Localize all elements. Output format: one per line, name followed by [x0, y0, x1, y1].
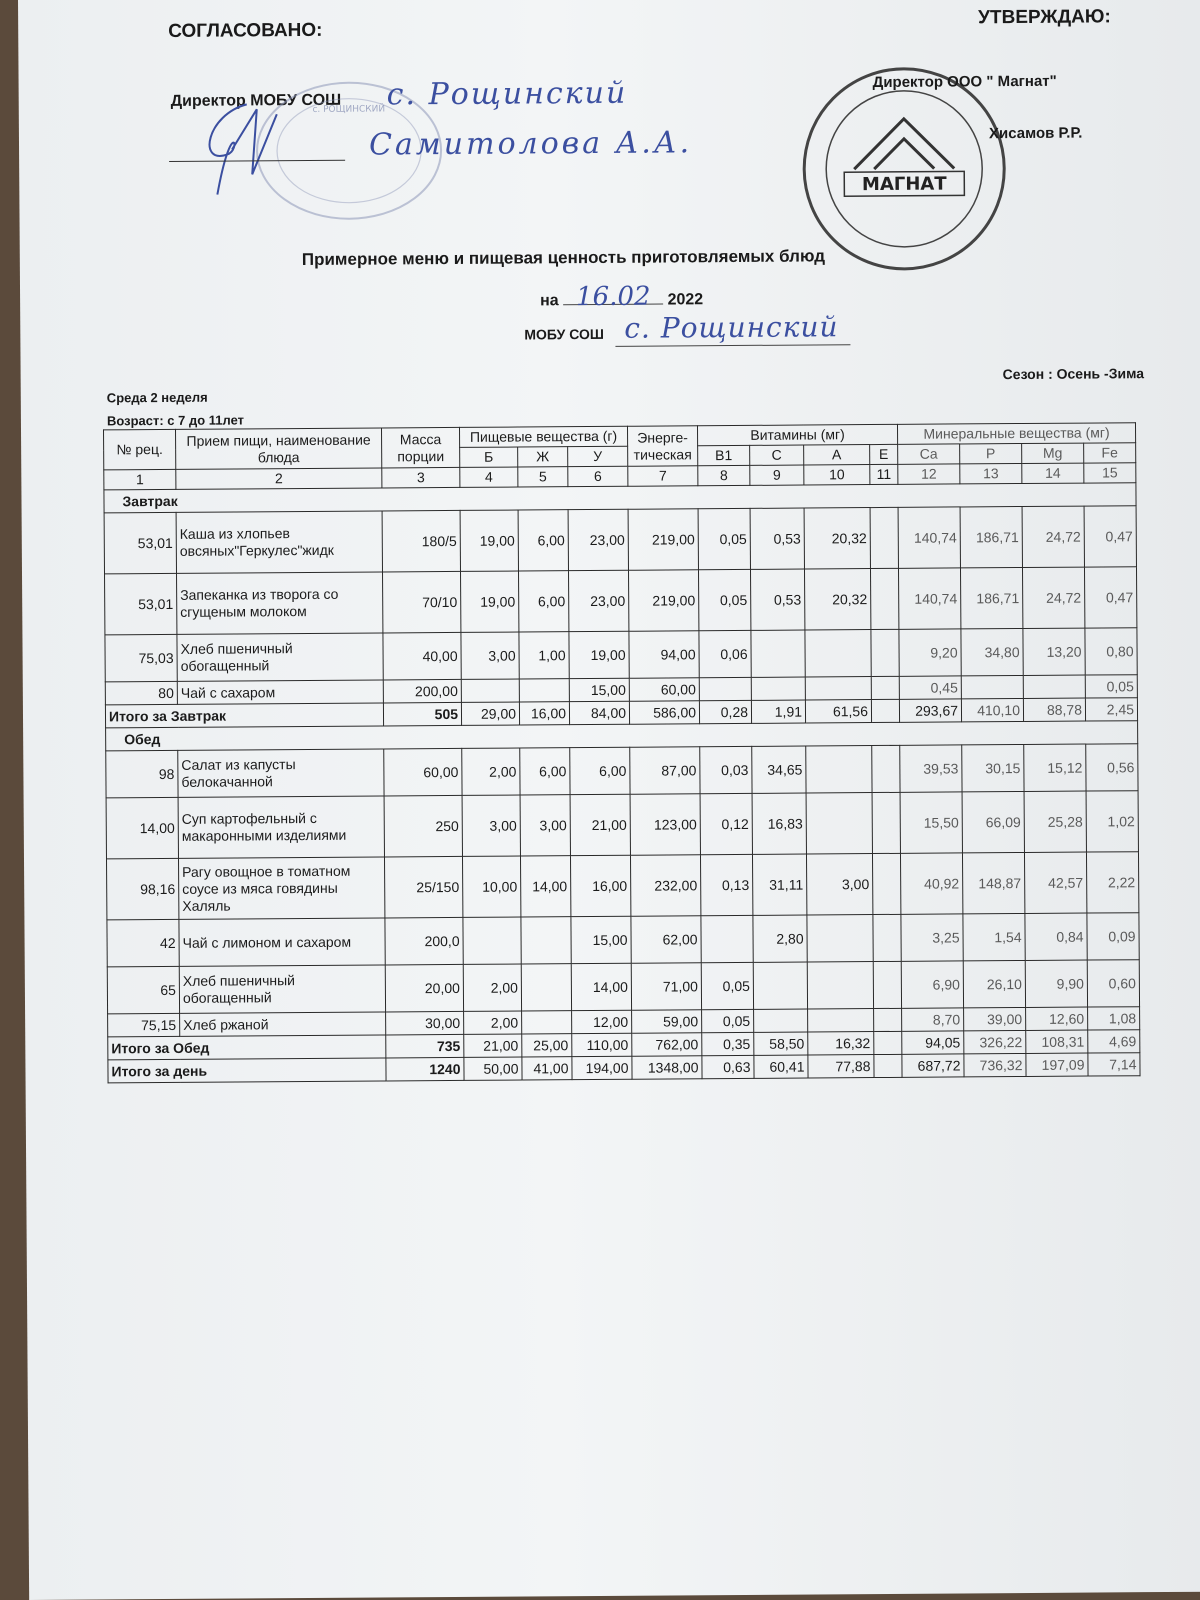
table-cell: 62,00: [631, 916, 701, 963]
table-cell: 3,00: [520, 795, 570, 856]
table-cell: [806, 746, 872, 793]
table-cell: 0,28: [699, 700, 751, 723]
table-cell: 0,05: [698, 569, 750, 630]
table-cell: 762,00: [632, 1033, 702, 1056]
date-prefix: на: [540, 292, 559, 310]
table-cell: Хлеб ржаной: [180, 1012, 386, 1036]
col-number: 4: [460, 467, 518, 487]
col-energy: Энерге-тическая: [627, 426, 697, 466]
table-cell: [873, 961, 901, 1008]
table-cell: 34,65: [752, 746, 806, 793]
col-meal: Прием пищи, наименование блюда: [176, 428, 382, 469]
table-cell: 15,12: [1024, 744, 1086, 791]
table-cell: [751, 630, 805, 677]
col-c: С: [750, 445, 804, 465]
table-cell: [519, 679, 569, 702]
table-cell: 1240: [386, 1057, 464, 1081]
table-cell: 180/5: [382, 510, 460, 572]
table-cell: [1023, 675, 1085, 698]
table-row: [107, 913, 1139, 967]
table-cell: 12,60: [1026, 1007, 1088, 1030]
col-b1: В1: [698, 445, 750, 465]
table-cell: 24,72: [1022, 506, 1084, 567]
menu-table: [103, 422, 1141, 1083]
table-cell: 0,13: [700, 854, 752, 915]
table-cell: [806, 793, 872, 854]
table-cell: Обед: [106, 721, 1138, 751]
table-cell: 232,00: [630, 855, 700, 916]
table-row: [106, 744, 1138, 798]
col-number: 3: [382, 467, 460, 488]
table-cell: 98: [106, 750, 178, 798]
school-handwritten: с. Рощинский: [624, 310, 839, 345]
table-cell: 15,50: [900, 792, 962, 853]
col-number: 5: [518, 467, 568, 487]
table-row: [105, 567, 1137, 635]
table-cell: 0,47: [1084, 567, 1136, 628]
table-cell: 2,00: [464, 1011, 522, 1034]
table-cell: [521, 917, 571, 964]
table-cell: Хлеб пшеничный обогащенный: [177, 633, 383, 681]
table-cell: 25/150: [384, 856, 462, 918]
table-cell: 2,45: [1085, 698, 1137, 721]
col-number: 8: [698, 465, 750, 485]
table-cell: 0,53: [750, 569, 804, 630]
col-number: 1: [104, 469, 176, 490]
table-cell: 60,41: [754, 1055, 808, 1078]
table-cell: 39,00: [964, 1007, 1026, 1030]
table-cell: 23,00: [568, 570, 628, 631]
table-cell: 24,72: [1022, 567, 1084, 628]
col-number: 10: [804, 465, 870, 485]
table-cell: 1,02: [1086, 791, 1138, 852]
table-cell: 250: [384, 795, 462, 857]
table-cell: [874, 1031, 902, 1054]
table-cell: 42: [107, 919, 179, 967]
table-cell: 66,09: [962, 791, 1024, 852]
agreed-position: Директор МОБУ СОШ: [170, 91, 342, 110]
table-cell: 84,00: [569, 701, 629, 724]
table-cell: [870, 507, 898, 568]
table-cell: 0,05: [701, 962, 753, 1009]
col-mass: Масса порции: [381, 427, 459, 468]
table-cell: Запеканка из творога со сгущеным молоком: [177, 572, 383, 634]
table-cell: 200,0: [385, 917, 463, 965]
approved-position: Директор ООО " Магнат": [872, 72, 1057, 92]
table-cell: 13,20: [1023, 628, 1085, 675]
table-row: [105, 628, 1137, 682]
table-cell: 6,90: [901, 961, 963, 1008]
table-cell: 3,25: [901, 914, 963, 961]
table-cell: 2,80: [753, 915, 807, 962]
col-a: А: [804, 445, 870, 465]
table-cell: 0,05: [1085, 675, 1137, 698]
table-cell: [871, 676, 899, 699]
table-cell: 30,15: [962, 744, 1024, 791]
table-cell: 0,05: [702, 1009, 754, 1032]
table-cell: 34,80: [961, 628, 1023, 675]
approved-name: Хисамов Р.Р.: [988, 124, 1083, 143]
col-p: P: [960, 444, 1022, 464]
table-cell: 326,22: [964, 1030, 1026, 1053]
table-cell: 9,90: [1025, 960, 1087, 1007]
table-cell: Чай с лимоном и сахаром: [179, 918, 385, 966]
table-cell: [463, 917, 521, 964]
table-cell: [872, 745, 900, 792]
table-cell: 16,00: [570, 855, 630, 916]
table-cell: 0,60: [1087, 960, 1139, 1007]
table-cell: [874, 1008, 902, 1031]
agreed-label: СОГЛАСОВАНО:: [168, 19, 323, 42]
table-cell: 219,00: [628, 570, 698, 631]
table-cell: [872, 853, 900, 914]
col-ca: Ca: [898, 444, 960, 464]
col-mg: Mg: [1022, 443, 1084, 463]
col-zh: Ж: [518, 447, 568, 467]
table-cell: 26,10: [963, 960, 1025, 1007]
table-cell: 75,03: [105, 634, 177, 682]
col-number: 12: [898, 464, 960, 484]
table-cell: 0,84: [1025, 913, 1087, 960]
table-cell: [961, 675, 1023, 698]
col-number: 7: [628, 466, 698, 486]
table-cell: 1,91: [751, 700, 805, 723]
table-cell: 15,00: [571, 916, 631, 963]
table-cell: [807, 915, 873, 962]
table-cell: 1,00: [519, 632, 569, 679]
col-u: У: [568, 446, 628, 466]
table-cell: 16,83: [752, 793, 806, 854]
col-number: 6: [568, 466, 628, 486]
table-cell: 186,71: [960, 568, 1022, 629]
table-cell: 16,00: [519, 702, 569, 725]
agreed-school-handwritten: с. Рощинский: [386, 75, 628, 113]
table-cell: 3,00: [462, 795, 520, 856]
table-cell: 735: [386, 1034, 464, 1058]
table-cell: Каша из хлопьев овсяных"Геркулес"жидк: [176, 511, 382, 573]
col-number: 9: [750, 465, 804, 485]
col-b: Б: [460, 447, 518, 467]
col-vitamins: Витамины (мг): [697, 424, 897, 445]
table-cell: [753, 962, 807, 1009]
table-cell: Суп картофельный с макаронными изделиями: [178, 796, 384, 858]
table-cell: 197,09: [1026, 1053, 1088, 1076]
table-cell: 14,00: [571, 963, 631, 1010]
col-rec: № рец.: [104, 429, 176, 470]
table-row: [104, 506, 1136, 574]
table-cell: Завтрак: [104, 483, 1136, 513]
table-cell: 1348,00: [632, 1056, 702, 1079]
table-cell: 65: [107, 966, 179, 1014]
table-cell: 70/10: [383, 571, 461, 633]
table-cell: 15,00: [569, 678, 629, 701]
col-minerals: Минеральные вещества (мг): [897, 423, 1135, 445]
table-cell: [873, 914, 901, 961]
date-year: 2022: [667, 291, 704, 309]
table-cell: 186,71: [960, 507, 1022, 568]
table-cell: 39,53: [900, 745, 962, 792]
table-cell: [522, 1011, 572, 1034]
table-cell: 219,00: [628, 509, 698, 570]
table-cell: 42,57: [1024, 852, 1086, 913]
table-cell: 293,67: [899, 699, 961, 722]
table-cell: 9,20: [899, 629, 961, 676]
col-number: 14: [1022, 463, 1084, 483]
table-cell: 41,00: [522, 1057, 572, 1080]
agreed-name-handwritten: Самитолова А.А.: [368, 125, 693, 163]
approved-label: УТВЕРЖДАЮ:: [978, 6, 1111, 29]
table-cell: 60,00: [629, 678, 699, 701]
table-cell: 14,00: [520, 856, 570, 917]
col-e: Е: [870, 444, 898, 464]
table-cell: [805, 677, 871, 700]
date-handwritten: 16.02: [575, 281, 651, 313]
table-cell: 40,00: [383, 632, 461, 680]
table-cell: 108,31: [1026, 1030, 1088, 1053]
table-cell: [871, 699, 899, 722]
col-number: 11: [870, 464, 898, 484]
table-cell: 2,00: [463, 964, 521, 1011]
table-cell: 1,08: [1088, 1007, 1140, 1030]
document-title: Примерное меню и пищевая ценность приготовляемых блюд: [301, 246, 826, 270]
table-cell: Хлеб пшеничный обогащенный: [179, 965, 385, 1013]
table-cell: 0,35: [702, 1032, 754, 1055]
table-cell: 53,01: [105, 573, 177, 635]
table-cell: 6,00: [520, 748, 570, 795]
table-cell: Итого за Обед: [108, 1035, 386, 1060]
table-cell: [874, 1054, 902, 1077]
table-cell: 0,53: [750, 508, 804, 569]
table-cell: 30,00: [386, 1011, 464, 1035]
table-cell: 25,28: [1024, 791, 1086, 852]
table-cell: 410,10: [961, 698, 1023, 721]
age-label: Возраст: с 7 до 11лет: [106, 412, 245, 429]
table-cell: [808, 1009, 874, 1032]
table-cell: 94,05: [902, 1031, 964, 1054]
table-cell: 31,11: [752, 854, 806, 915]
table-cell: 59,00: [632, 1010, 702, 1033]
table-cell: 8,70: [902, 1008, 964, 1031]
table-cell: 16,32: [808, 1032, 874, 1055]
table-cell: [872, 792, 900, 853]
table-cell: 1,54: [963, 913, 1025, 960]
table-cell: 50,00: [464, 1057, 522, 1080]
table-cell: 0,05: [698, 508, 750, 569]
col-number: 15: [1084, 463, 1136, 483]
table-cell: [461, 679, 519, 702]
table-cell: 20,00: [385, 964, 463, 1012]
table-cell: 6,00: [518, 510, 568, 571]
table-cell: 505: [383, 702, 461, 726]
season-label: Сезон : Осень -Зима: [1002, 365, 1145, 383]
table-cell: 736,32: [964, 1053, 1026, 1076]
col-number: 2: [176, 468, 382, 489]
table-cell: 0,63: [702, 1055, 754, 1078]
table-cell: 21,00: [464, 1034, 522, 1057]
table-cell: 3,00: [461, 632, 519, 679]
table-cell: 7,14: [1088, 1053, 1140, 1076]
table-cell: [751, 677, 805, 700]
table-cell: 87,00: [630, 747, 700, 794]
table-cell: 2,22: [1086, 852, 1138, 913]
table-cell: 2,00: [462, 748, 520, 795]
table-cell: [699, 677, 751, 700]
table-cell: [521, 964, 571, 1011]
table-cell: 0,80: [1085, 628, 1137, 675]
day-label: Среда 2 неделя: [106, 389, 208, 406]
table-cell: 20,32: [804, 508, 870, 569]
table-cell: 19,00: [460, 510, 518, 571]
table-cell: 0,06: [699, 630, 751, 677]
table-cell: 200,00: [383, 679, 461, 703]
table-cell: 14,00: [106, 797, 178, 859]
table-cell: [871, 629, 899, 676]
table-cell: 6,00: [518, 571, 568, 632]
table-cell: 23,00: [568, 509, 628, 570]
table-cell: 19,00: [461, 571, 519, 632]
table-cell: 3,00: [806, 854, 872, 915]
table-cell: 0,45: [899, 676, 961, 699]
table-cell: 140,74: [898, 568, 960, 629]
table-cell: 687,72: [902, 1054, 964, 1077]
school-prefix: МОБУ СОШ: [524, 325, 604, 343]
table-cell: 40,92: [900, 853, 962, 914]
document-sheet: [18, 0, 1200, 1600]
table-cell: [807, 962, 873, 1009]
col-fe: Fe: [1084, 443, 1136, 463]
col-number: 13: [960, 464, 1022, 484]
table-row: [106, 852, 1138, 920]
table-cell: [754, 1009, 808, 1032]
table-cell: 98,16: [106, 858, 178, 920]
col-nutrients: Пищевые вещества (г): [459, 426, 627, 447]
table-cell: [870, 568, 898, 629]
table-cell: 21,00: [570, 794, 630, 855]
table-cell: 20,32: [804, 569, 870, 630]
table-cell: 0,09: [1087, 913, 1139, 960]
table-cell: 58,50: [754, 1032, 808, 1055]
table-cell: 123,00: [630, 794, 700, 855]
table-cell: [701, 915, 753, 962]
table-cell: 77,88: [808, 1055, 874, 1078]
table-cell: 0,12: [700, 793, 752, 854]
signature-icon: [187, 94, 308, 205]
table-cell: 6,00: [570, 747, 630, 794]
table-cell: Итого за Завтрак: [105, 703, 383, 728]
table-cell: 148,87: [962, 852, 1024, 913]
table-cell: 53,01: [104, 512, 176, 574]
table-row: [106, 791, 1138, 859]
table-cell: 4,69: [1088, 1030, 1140, 1053]
table-cell: 71,00: [631, 963, 701, 1010]
table-cell: Рагу овощное в томатном соусе из мяса говядины Халяль: [178, 857, 384, 919]
table-cell: 29,00: [461, 702, 519, 725]
table-cell: 88,78: [1023, 698, 1085, 721]
table-cell: 0,56: [1086, 744, 1138, 791]
table-cell: 10,00: [462, 856, 520, 917]
table-cell: 94,00: [629, 631, 699, 678]
table-cell: 140,74: [898, 507, 960, 568]
school-stamp-text: с. РОЩИНСКИЙ: [312, 104, 386, 115]
table-cell: 0,47: [1084, 506, 1136, 567]
table-cell: 0,03: [700, 746, 752, 793]
table-cell: 61,56: [805, 700, 871, 723]
company-stamp-icon: [798, 63, 1009, 274]
table-cell: 60,00: [384, 748, 462, 796]
table-cell: 19,00: [569, 631, 629, 678]
table-row: [107, 960, 1139, 1014]
company-stamp-text: МАГНАТ: [861, 173, 947, 196]
table-cell: 110,00: [572, 1033, 632, 1056]
table-cell: Чай с сахаром: [177, 680, 383, 704]
table-cell: Салат из капусты белокачанной: [178, 749, 384, 797]
table-cell: [805, 630, 871, 677]
table-cell: 194,00: [572, 1056, 632, 1079]
table-cell: Итого за день: [108, 1058, 386, 1083]
table-cell: 75,15: [108, 1013, 180, 1037]
table-cell: 12,00: [572, 1010, 632, 1033]
table-cell: 586,00: [629, 701, 699, 724]
table-cell: 80: [105, 681, 177, 705]
table-cell: 25,00: [522, 1034, 572, 1057]
